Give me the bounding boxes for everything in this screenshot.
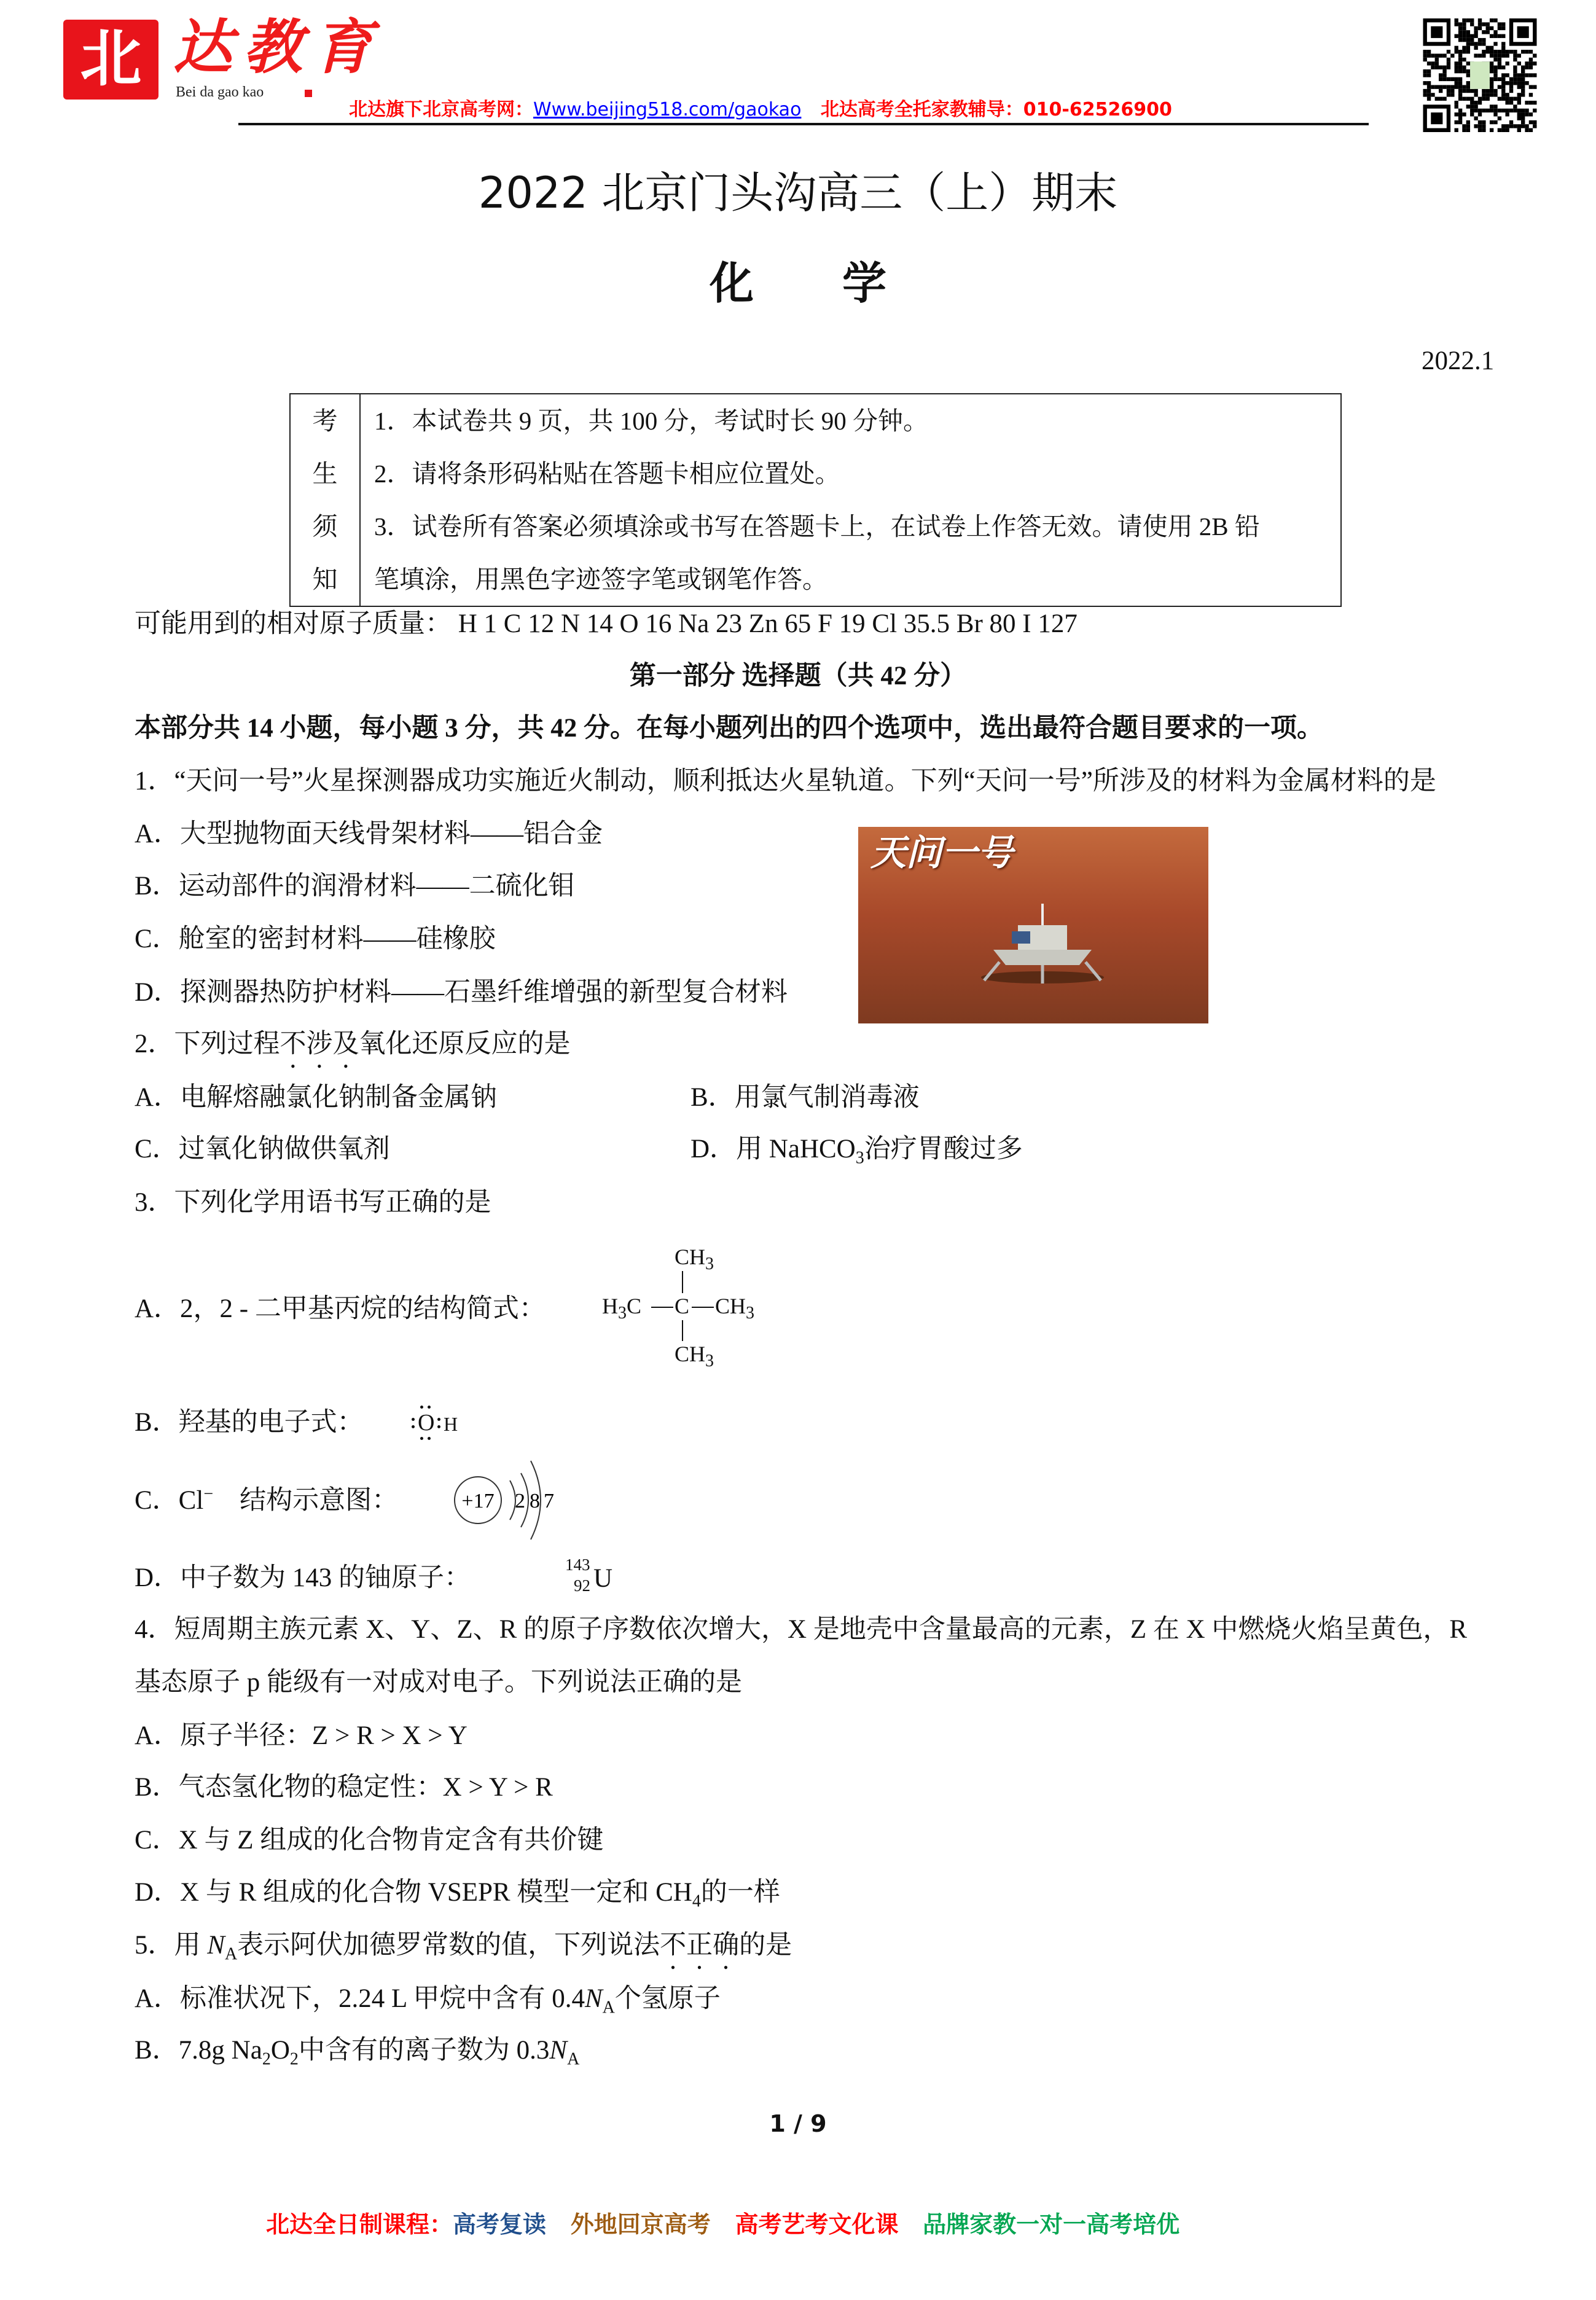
- bond-pair-dot: [437, 1425, 440, 1428]
- q4-option-a: A．原子半径：Z > R > X > Y: [135, 1721, 467, 1750]
- q5-option-a: A．标准状况下，2.24 L 甲烷中含有 $0.4N_A$个氢原子: [135, 1984, 721, 2017]
- hydrogen: H: [444, 1413, 458, 1435]
- section-instruction: 本部分共 14 小题，每小题 3 分，共 42 分。在每小题列出的四个选项中，选出最符合题目要求的一项。: [135, 714, 1323, 743]
- question-4-stem-cont: 基态原子 p 能级有一对成对电子。下列说法正确的是: [135, 1668, 742, 1697]
- nucleus-charge: +17: [461, 1490, 495, 1512]
- section-title: 第一部分 选择题（共 42 分）: [629, 662, 967, 690]
- footer-banner: [266, 2205, 1179, 2239]
- lone-pair-dot: [420, 1437, 423, 1440]
- tianwen-image: [858, 827, 1208, 1023]
- qr-code-icon: [1422, 18, 1538, 132]
- q2-option-a: A．电解熔融氯化钠制备金属钠: [135, 1083, 498, 1112]
- footer-item[interactable]: 外地回京高考: [570, 2211, 711, 2238]
- q3-option-c: C．Cl− 结构示意图：: [135, 1484, 399, 1515]
- stem-text: 2．下列过程: [135, 1030, 280, 1058]
- bond-pair-dot: [437, 1418, 440, 1421]
- site-link[interactable]: Www.beijing518.com/gaokao: [533, 99, 802, 120]
- atomic-masses: 可能用到的相对原子质量： H 1 C 12 N 14 O 16 Na 23 Zn 65 F 19 Cl 35.5 Br 80 I 127: [135, 609, 1078, 638]
- subscript: 3: [855, 1148, 864, 1168]
- option-text: 治疗胃酸过多: [864, 1135, 1023, 1164]
- stem-text: 氧化还原反应的是: [359, 1030, 571, 1058]
- methyl-top: $CH_3$: [675, 1245, 714, 1274]
- notice-table: [289, 393, 1342, 607]
- logo-text: 达教育: [173, 15, 383, 80]
- lone-pair-dot: [420, 1406, 423, 1409]
- lone-pair-dot: [412, 1418, 415, 1421]
- bond: [682, 1320, 683, 1341]
- chlorine-structure-diagram: [448, 1456, 571, 1542]
- site-label: 北达旗下北京高考网：: [349, 99, 533, 120]
- footer-item[interactable]: 品牌家教一对一高考培优: [923, 2211, 1180, 2238]
- q1-option-c: C．舱室的密封材料——硅橡胶: [135, 925, 496, 953]
- q4-option-c: C．X 与 Z 组成的化合物肯定含有共价键: [135, 1826, 604, 1855]
- question-5-stem: 5．用 $N_A$表示阿伏加德罗常数的值，下列说法不正确的是: [135, 1931, 792, 1964]
- bond: [692, 1307, 714, 1308]
- uranium-nuclide: [565, 1555, 620, 1601]
- lone-pair-dot: [412, 1425, 415, 1428]
- lone-pair-dot: [428, 1437, 431, 1440]
- q1-option-d: D．探测器热防护材料——石墨纤维增强的新型复合材料: [135, 978, 788, 1007]
- bond: [682, 1271, 683, 1293]
- notice-line: 2．请将条形码粘贴在答题卡相应位置处。: [374, 460, 840, 488]
- mass-number: 143: [565, 1555, 590, 1574]
- subject-title: 化 学: [709, 257, 886, 309]
- hydroxyl-electron-formula: [410, 1408, 484, 1439]
- notice-label-char: 生: [312, 460, 338, 488]
- q3-option-b: B．羟基的电子式：: [135, 1408, 364, 1437]
- footer-item[interactable]: 高考艺考文化课: [735, 2211, 899, 2238]
- question-4-stem: 4．短周期主族元素 X、Y、Z、R 的原子序数依次增大，X 是地壳中含量最高的元素，Z 在 X 中燃烧火焰呈黄色，R: [135, 1615, 1468, 1644]
- question-3-stem: 3．下列化学用语书写正确的是: [135, 1188, 491, 1217]
- image-caption: 天问一号: [870, 833, 1014, 873]
- question-2-stem: [135, 1028, 571, 1074]
- header-banner: [349, 100, 1172, 120]
- methyl-right: $CH_3$: [715, 1294, 755, 1323]
- methyl-left: $H_3C$: [602, 1294, 642, 1323]
- notice-label-char: 考: [312, 407, 338, 435]
- tutor-label: 北达高考全托家教辅导：010-62526900: [820, 99, 1172, 120]
- exam-title: 2022 北京门头沟高三（上）期末: [478, 168, 1118, 218]
- neopentane-structure: [602, 1244, 780, 1371]
- exam-date: 2022.1: [1422, 346, 1495, 375]
- rover-illustration: [975, 894, 1110, 987]
- q4-option-b: B．气态氢化物的稳定性：X > Y > R: [135, 1773, 553, 1802]
- logo-subtitle: Bei da gao kao: [176, 84, 264, 100]
- q2-option-d: [690, 1133, 1023, 1168]
- option-text: D．用 NaHCO: [690, 1135, 856, 1164]
- q5-option-b: B．7.8g $Na_2O_2$中含有的离子数为 $0.3N_A$: [135, 2036, 580, 2069]
- q2-option-b: B．用氯气制消毒液: [690, 1083, 920, 1112]
- logo-square: [305, 90, 312, 97]
- notice-label-char: 须: [312, 512, 338, 541]
- logo-mark: 北: [63, 20, 158, 100]
- q3-option-d: D．中子数为 143 的铀原子：: [135, 1563, 471, 1592]
- q3-option-a: A．2，2 - 二甲基丙烷的结构简式：: [135, 1294, 546, 1323]
- atomic-number: 92: [574, 1576, 590, 1595]
- lone-pair-dot: [428, 1406, 431, 1409]
- q2-option-c: C．过氧化钠做供氧剂: [135, 1135, 390, 1164]
- notice-label-char: 知: [312, 565, 338, 593]
- notice-line: 3．试卷所有答案必须填涂或书写在答题卡上，在试卷上作答无效。请使用 2B 铅: [374, 512, 1260, 541]
- shell-electrons: 7: [544, 1490, 554, 1512]
- element-symbol: U: [593, 1564, 613, 1593]
- page-number: 1 / 9: [769, 2110, 827, 2137]
- bond: [651, 1307, 673, 1308]
- oxygen: O: [418, 1410, 435, 1436]
- footer-item[interactable]: 高考复读: [453, 2211, 547, 2238]
- stem-emphasis: 不涉及: [280, 1030, 359, 1058]
- methyl-bottom: $CH_3$: [675, 1342, 714, 1371]
- central-carbon: C: [675, 1294, 690, 1318]
- q1-option-a: A．大型抛物面天线骨架材料——铝合金: [135, 819, 603, 848]
- question-1-stem: 1．“天问一号”火星探测器成功实施近火制动，顺利抵达火星轨道。下列“天问一号”所涉及的材料为金属材料的是: [135, 767, 1436, 796]
- notice-line: 1．本试卷共 9 页，共 100 分，考试时长 90 分钟。: [374, 407, 928, 435]
- footer-label: 北达全日制课程：: [266, 2211, 453, 2238]
- notice-line: 笔填涂，用黑色字迹签字笔或钢笔作答。: [374, 565, 827, 593]
- shell-electrons: 8: [530, 1490, 540, 1512]
- q1-option-b: B．运动部件的润滑材料——二硫化钼: [135, 872, 575, 901]
- q4-option-d: D．X 与 R 组成的化合物 VSEPR 模型一定和 $CH_4$的一样: [135, 1878, 780, 1911]
- shell-electrons: 2: [515, 1490, 525, 1512]
- header-rule: [238, 123, 1369, 125]
